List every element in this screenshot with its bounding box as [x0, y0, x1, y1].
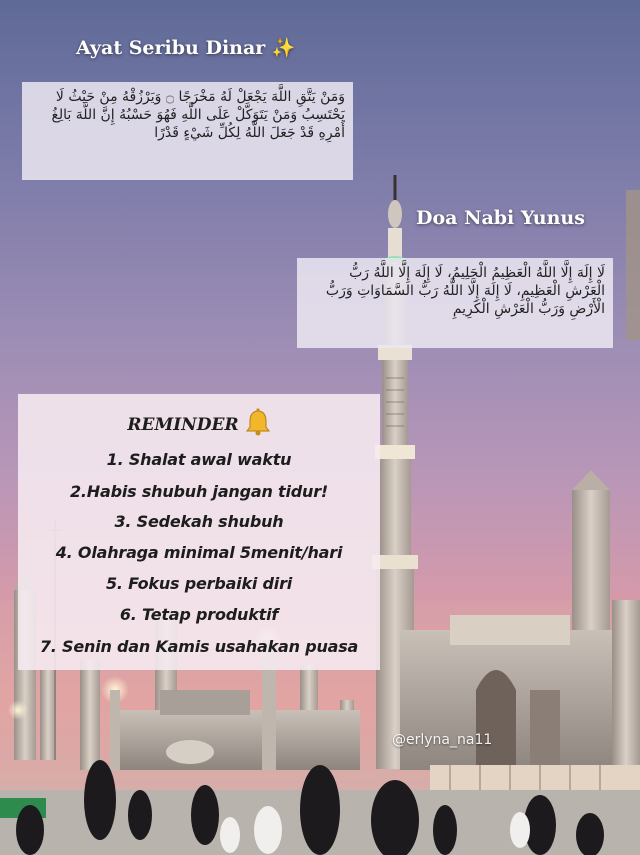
doa-nabi-yunus-title: Doa Nabi Yunus	[416, 207, 585, 229]
reminder-item: 6. Tetap produktif	[119, 605, 279, 624]
doa-nabi-yunus-text: لَا إِلَهَ إِلَّا اللَّهُ الْعَظِيمُ الْحَلِيمُ، لَا إِلَهَ إِلَّا اللَّهُ رَبُّ الْعَرْشِ الْعَظِيمِ، لَا إِلَهَ إِلَّا اللَّهُ رَبُّ السَّمَاوَاتِ وَرَبُّ الْأَرْضِ وَرَبُّ الْعَرْشِ الْكَرِيمِ	[297, 258, 613, 348]
reminder-item: 1. Shalat awal waktu	[106, 450, 292, 469]
bell-icon	[245, 408, 271, 436]
reminder-item: 2.Habis shubuh jangan tidur!	[70, 482, 328, 501]
sparkles-icon: ✨	[271, 37, 296, 59]
reminder-item: 3. Sedekah shubuh	[114, 512, 284, 531]
watermark: @erlyna_na11	[392, 732, 493, 748]
reminder-card	[18, 394, 380, 670]
ayat-seribu-dinar-title: Ayat Seribu Dinar ✨	[76, 37, 296, 59]
reminder-item: 4. Olahraga minimal 5menit/hari	[55, 543, 343, 562]
reminder-item: 5. Fokus perbaiki diri	[105, 574, 293, 593]
reminder-item: 7. Senin dan Kamis usahakan puasa	[39, 637, 359, 656]
reminder-heading: REMINDER	[18, 408, 380, 436]
ayat-seribu-dinar-text: وَمَنْ يَتَّقِ اللَّهَ يَجْعَلْ لَهُ مَخْرَجًا ۝ وَيَرْزُقْهُ مِنْ حَيْثُ لَا يَحْتَسِبُ وَمَنْ يَتَوَكَّلْ عَلَى اللَّهِ فَهُوَ حَسْبُهُ إِنَّ اللَّهَ بَالِغُ أَمْرِهِ قَدْ جَعَلَ اللَّهُ لِكُلِّ شَيْءٍ قَدْرًا	[22, 82, 353, 180]
